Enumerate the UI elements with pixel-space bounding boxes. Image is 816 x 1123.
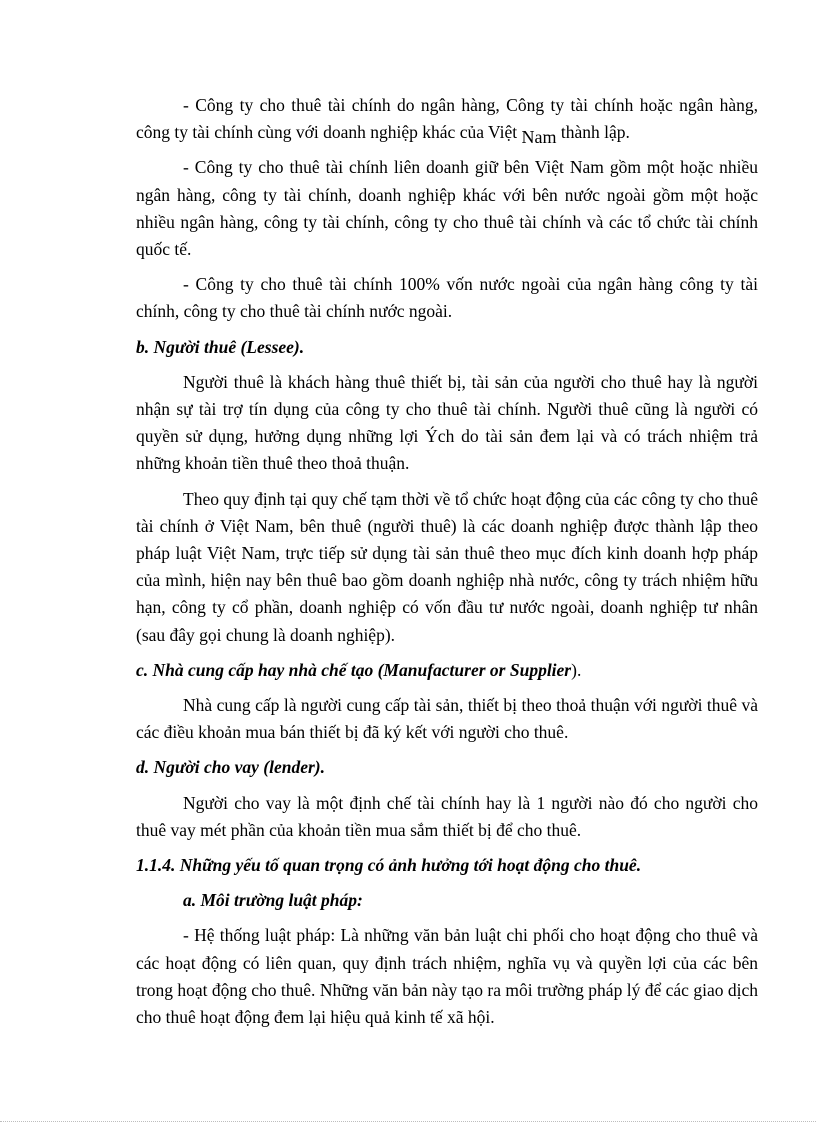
- paragraph-joint-venture: - Công ty cho thuê tài chính liên doanh giữ bên Việt Nam gồm một hoặc nhiều ngân hàng, công ty tài chính, doanh nghiệp khác với bên nước ngoài gồm một hoặc nhiều ngân hàng, công ty tài chính, công ty cho thuê tài chính và các tổ chức tài chính quốc tế.: [136, 157, 758, 260]
- heading-lender: d. Người cho vay (lender).: [136, 757, 326, 778]
- heading-section-1-1-4: 1.1.4. Những yếu tố quan trọng có ảnh hưởng tới hoạt động cho thuê.: [136, 855, 642, 876]
- paragraph-lessee-regulation: Theo quy định tại quy chế tạm thời về tổ chức hoạt động của các công ty cho thuê tài chính ở Việt Nam, bên thuê (người thuê) là các doanh nghiệp được thành lập theo pháp luật Việt Nam, trực tiếp sử dụng tài sản thuê theo mục đích kinh doanh hợp pháp của mình, hiện nay bên thuê bao gồm doanh nghiệp nhà nước, công ty trách nhiệm hữu hạn, công ty cổ phần, doanh nghiệp có vốn đầu tư nước ngoài, doanh nghiệp tư nhân (sau đây gọi chung là doanh nghiệp).: [136, 488, 758, 645]
- paragraph-lender-definition: Người cho vay là một định chế tài chính hay là 1 người nào đó cho người cho thuê vay mét phần của khoản tiền mua sắm thiết bị để cho thuê.: [136, 792, 758, 840]
- heading-supplier-tail: ).: [571, 659, 582, 680]
- paragraph-supplier-definition: Nhà cung cấp là người cung cấp tài sản, thiết bị theo thoả thuận với người thuê và các điều khoản mua bán thiết bị đã ký kết với người cho thuê.: [136, 695, 758, 743]
- paragraph-lessee-definition: Người thuê là khách hàng thuê thiết bị, tài sản của người cho thuê hay là người nhận sự tài trợ tín dụng của công ty cho thuê tài chính. Người thuê cũng là người có quyền sử dụng, hưởng dụng những lợi Ých do tài sản đem lại và có trách nhiệm trả những khoản tiền thuê theo thoả thuận.: [136, 371, 758, 474]
- page-bottom-divider: [0, 1121, 816, 1122]
- heading-supplier-text: c. Nhà cung cấp hay nhà chế tạo (Manufacturer or Supplier: [136, 659, 572, 680]
- paragraph-bank-leasing-company: [136, 92, 758, 146]
- heading-supplier: [136, 657, 758, 684]
- paragraph-legal-system: - Hệ thống luật pháp: Là những văn bản luật chi phối cho hoạt động cho thuê và các hoạt động có liên quan, quy định trách nhiệm, nghĩa vụ và quyền lợi của các bên trong hoạt động cho thuê. Những văn bản này tạo ra môi trường pháp lý để các giao dịch cho thuê hoạt động đem lại hiệu quả kinh tế xã hội.: [136, 925, 758, 1028]
- paragraph-text-end: thành lập.: [556, 122, 630, 143]
- subscript-text: Nam: [521, 127, 557, 148]
- paragraph-text: - Công ty cho thuê tài chính do ngân hàng, Công ty tài chính hoặc ngân hàng, công ty tài chính cùng với doanh nghiệp khác của Việt: [136, 95, 758, 143]
- paragraph-foreign-owned: - Công ty cho thuê tài chính 100% vốn nước ngoài của ngân hàng công ty tài chính, công ty cho thuê tài chính nước ngoài.: [136, 274, 758, 322]
- heading-legal-environment: a. Môi trường luật pháp:: [183, 890, 363, 911]
- heading-lessee: b. Người thuê (Lessee).: [136, 336, 305, 357]
- document-page: [136, 92, 758, 1039]
